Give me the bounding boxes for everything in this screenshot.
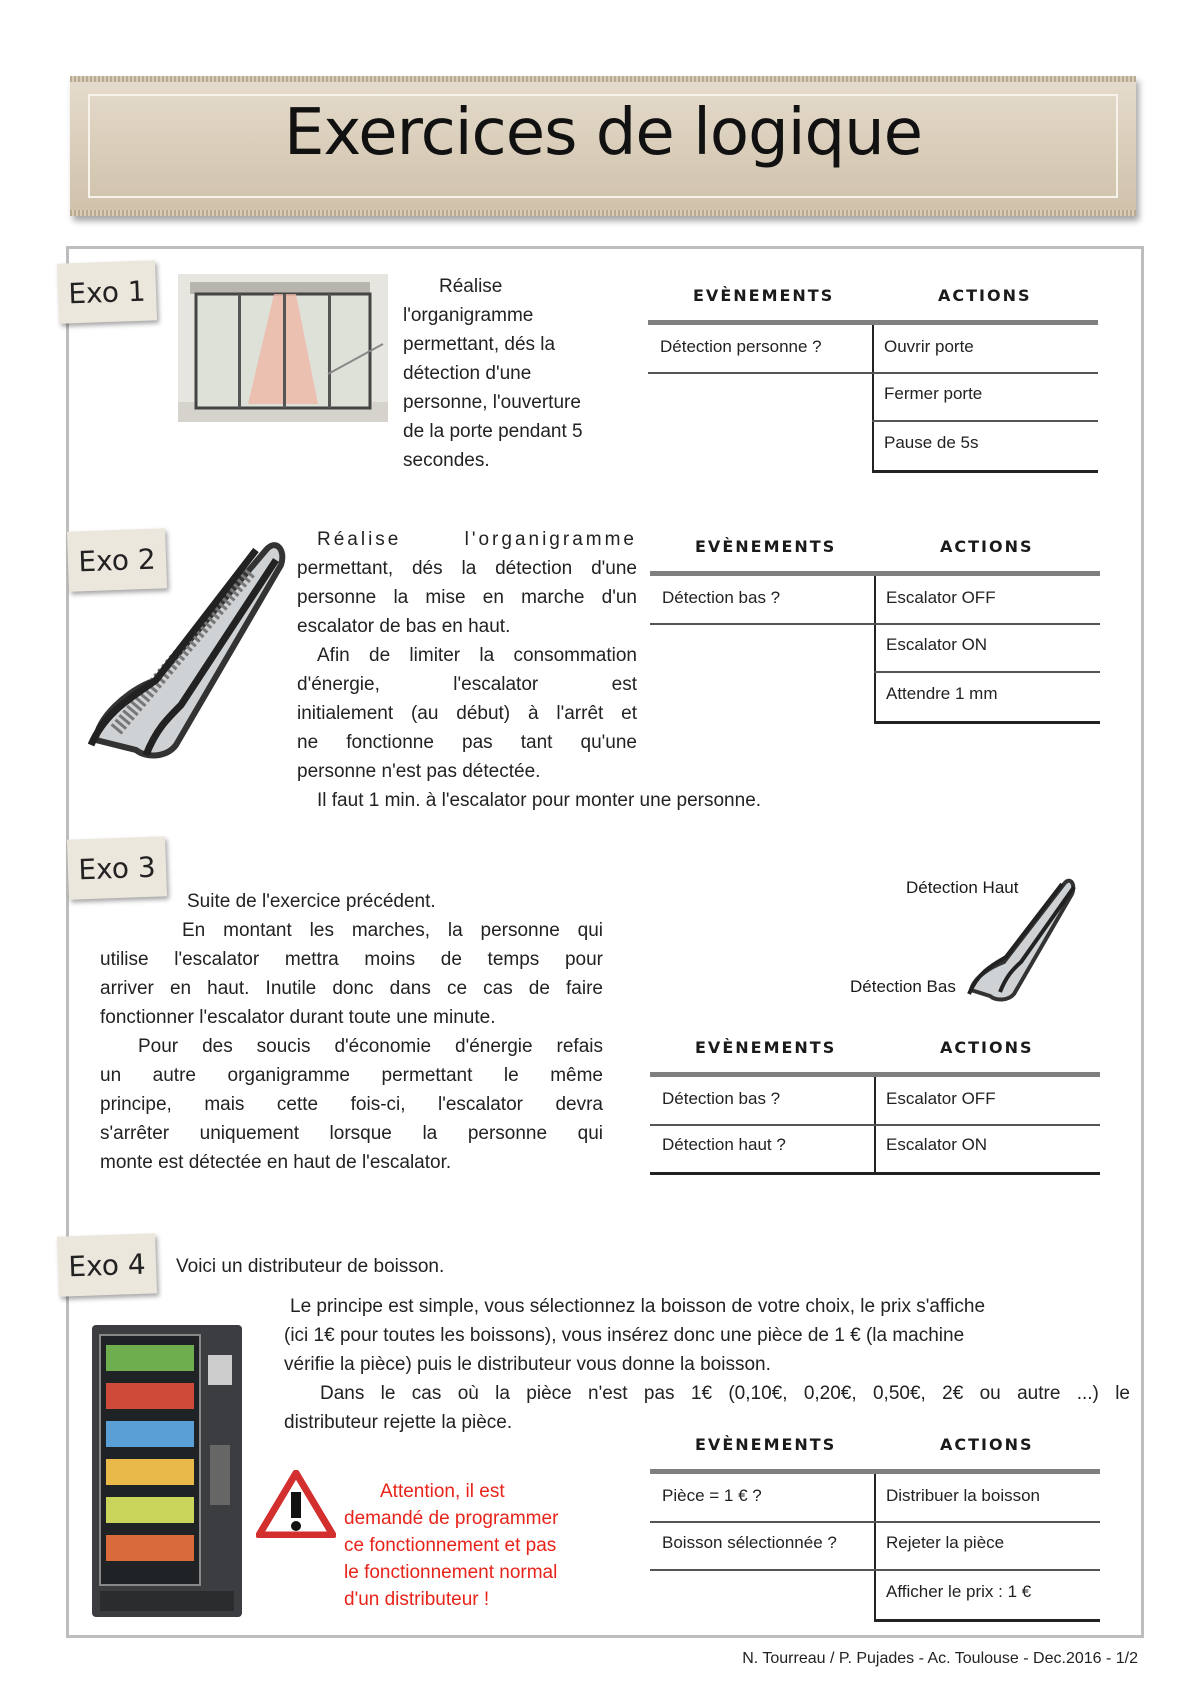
- exo1-text: Réalise l'organigramme permettant, dés la détection d'une personne, l'ouverture de la porte pendant 5 secondes.: [403, 276, 583, 471]
- vending-machine-image: [92, 1325, 242, 1617]
- exo2-label: Exo 2: [67, 528, 167, 591]
- footer: N. Tourreau / P. Pujades - Ac. Toulouse - Dec.2016 - 1/2: [742, 1650, 1138, 1667]
- warning-icon: [256, 1470, 336, 1538]
- exo1-action-2: Fermer porte: [884, 384, 983, 403]
- exo4-text: Le principe est simple, vous sélectionnez la boisson de votre choix, le prix s'affiche (ici 1€ pour toutes les boissons), vous insérez donc une pièce de 1 € (la machine vérifie la pièce) puis le distributeur vous donne la boisson. Dans le cas où la pièce n'est pas 1€ (0,10€, 0,20€, 0,50€, 2€ ou autre ...) le distributeur rejette la pièce.: [284, 1296, 1130, 1433]
- escalator-image: [86, 530, 286, 760]
- events-header: EVÈNEMENTS: [695, 1435, 837, 1454]
- actions-header: ACTIONS: [940, 1435, 1034, 1454]
- sensor-top-label: Détection Haut: [906, 878, 1019, 897]
- exo3-action-2: Escalator ON: [886, 1135, 988, 1154]
- exo4-action-2: Rejeter la pièce: [886, 1533, 1005, 1552]
- exo4-event-1: Pièce = 1 € ?: [662, 1486, 762, 1505]
- exo4-intro: Voici un distributeur de boisson.: [176, 1256, 445, 1277]
- exo1-action-3: Pause de 5s: [884, 433, 979, 452]
- exo3-intro: Suite de l'exercice précédent.: [187, 891, 436, 912]
- exo1-label: Exo 1: [57, 260, 157, 323]
- exo3-action-1: Escalator OFF: [886, 1089, 996, 1108]
- sensor-bottom-label: Détection Bas: [850, 977, 956, 996]
- exo1-action-1: Ouvrir porte: [884, 337, 974, 356]
- actions-header: ACTIONS: [938, 286, 1032, 305]
- sliding-door-image: [178, 274, 388, 422]
- exo4-action-1: Distribuer la boisson: [886, 1486, 1041, 1505]
- exo4-action-3: Afficher le prix : 1 €: [886, 1582, 1032, 1601]
- exo3-label: Exo 3: [67, 836, 167, 899]
- exo2-action-1: Escalator OFF: [886, 588, 996, 607]
- exo3-event-2: Détection haut ?: [662, 1135, 786, 1154]
- exo4-label: Exo 4: [57, 1233, 157, 1296]
- events-header: EVÈNEMENTS: [695, 537, 837, 556]
- events-header: EVÈNEMENTS: [693, 286, 835, 305]
- title-banner: [70, 76, 1136, 216]
- exo3-text: En montant les marches, la personne qui utilise l'escalator mettra moins de temps pour arriver en haut. Inutile donc dans ce cas de faire fonctionner l'escalator durant toute une minute. Pour des soucis d'économie d'énergie refais un autre organigramme permettant le même principe, mais cette fois-ci, l'escalator devra s'arrêter uniquement lorsque la personne qui monte est détectée en haut de l'escalator.: [100, 920, 603, 1173]
- exo2-action-3: Attendre 1 mm: [886, 684, 998, 703]
- exo1-event-1: Détection personne ?: [660, 337, 822, 356]
- actions-header: ACTIONS: [940, 1038, 1034, 1057]
- exo2-event-1: Détection bas ?: [662, 588, 781, 607]
- exo3-event-1: Détection bas ?: [662, 1089, 781, 1108]
- exo4-event-2: Boisson sélectionnée ?: [662, 1533, 837, 1552]
- small-escalator-image: [966, 872, 1078, 1002]
- page-title: Exercices de logique: [283, 96, 923, 170]
- exo2-text: Réalise l'organigramme permettant, dés la détection d'une personne la mise en marche d'un escalator de bas en haut. Afin de limiter la consommation d'énergie, l'escalator est initialement (au début) à l'arrêt et ne fonctionne pas tant qu'une personne n'est pas détectée. Il faut 1 min. à l'escalator pour monter une personne.: [297, 529, 762, 811]
- warning-text: Attention, il est demandé de programmer ce fonctionnement et pas le fonctionnement normal d'un distributeur !: [344, 1481, 559, 1610]
- actions-header: ACTIONS: [940, 537, 1034, 556]
- events-header: EVÈNEMENTS: [695, 1038, 837, 1057]
- exo2-action-2: Escalator ON: [886, 635, 988, 654]
